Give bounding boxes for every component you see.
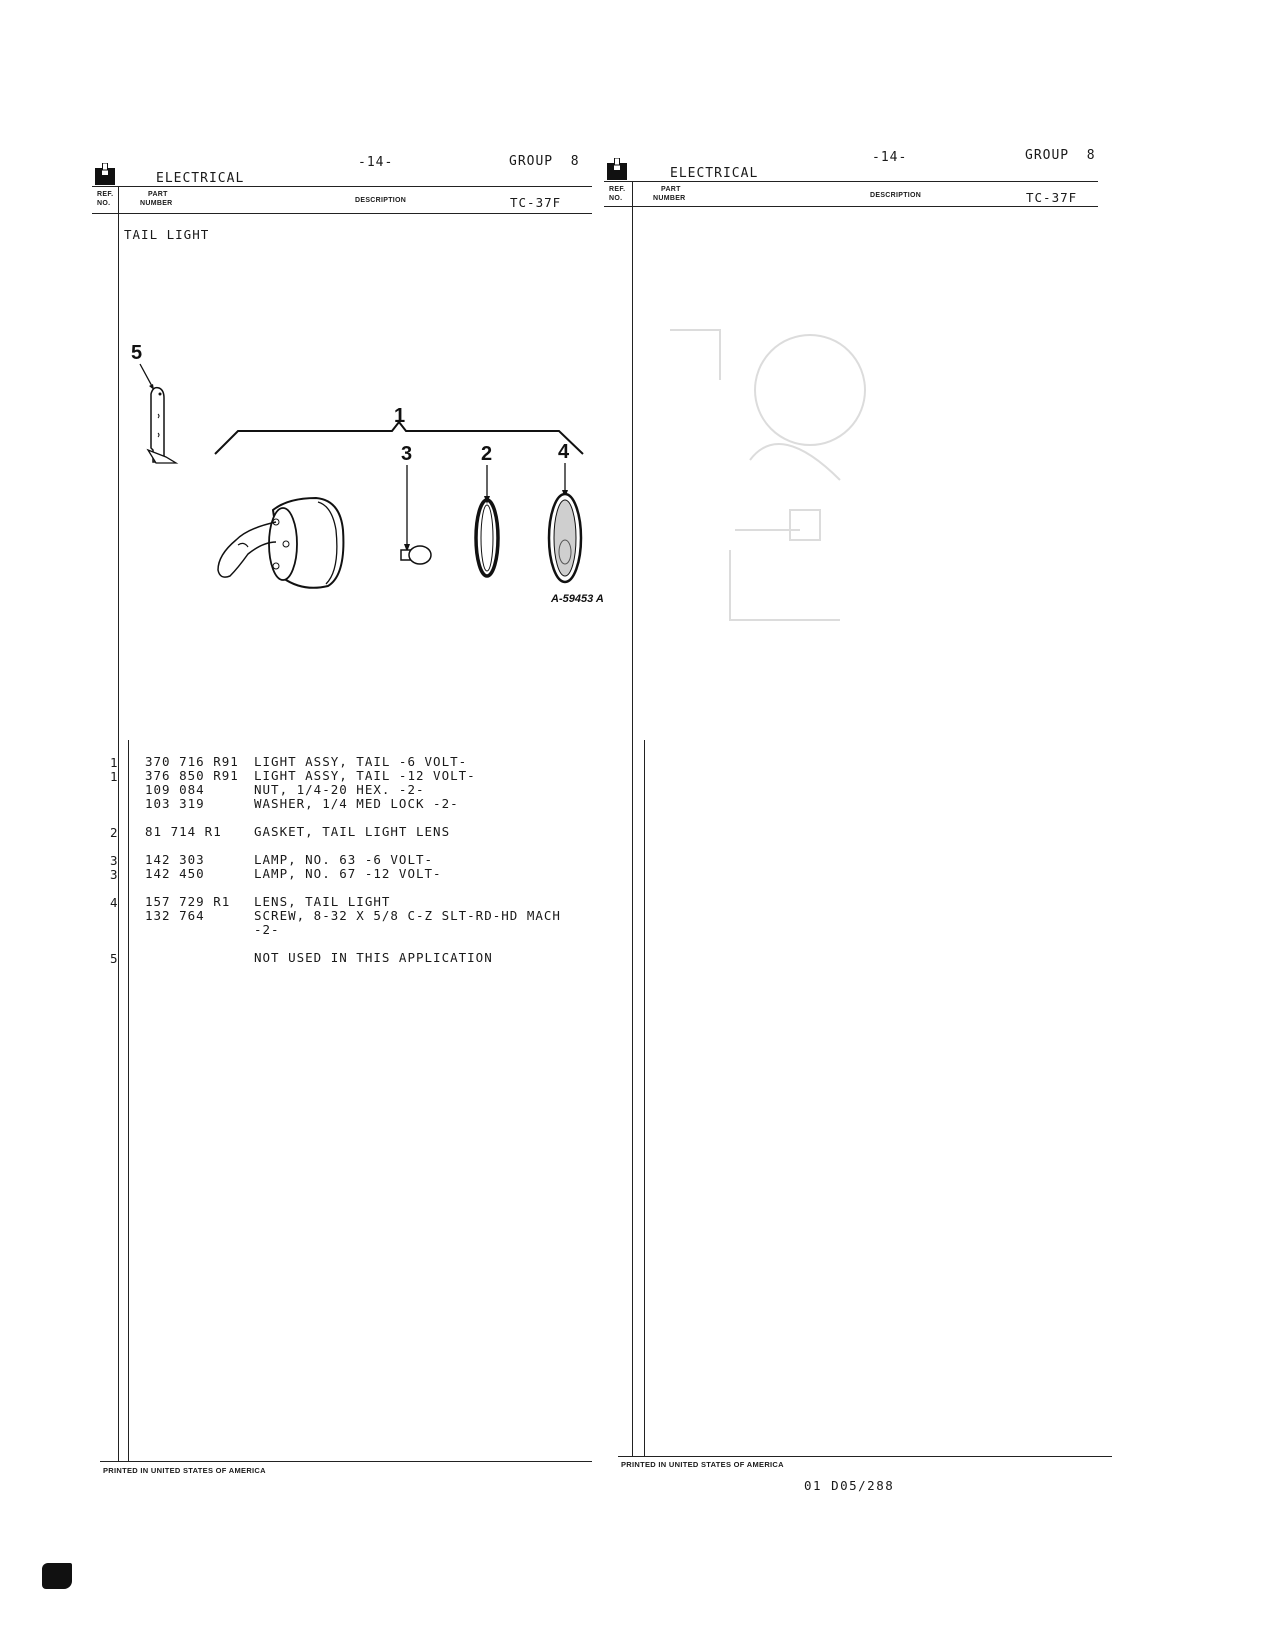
ref-number: 2: [110, 825, 118, 840]
ref-no-header: REF. NO.: [609, 186, 626, 202]
part-description: LENS, TAIL LIGHT: [254, 894, 391, 909]
part-number: 103 319: [145, 796, 205, 811]
ref-number: 4: [110, 895, 118, 910]
section-title: ELECTRICAL: [156, 171, 245, 186]
page-number: -14-: [872, 150, 908, 165]
gasket-icon: [476, 500, 498, 576]
scan-artifact-mark: [42, 1563, 72, 1589]
description-header: DESCRIPTION: [355, 197, 407, 204]
part-number-header: PART NUMBER: [140, 191, 173, 207]
callout-1: 1: [394, 405, 406, 427]
section-title: ELECTRICAL: [670, 166, 759, 181]
ref-number: 3: [110, 867, 118, 882]
part-description: SCREW, 8-32 X 5/8 C-Z SLT-RD-HD MACH: [254, 908, 561, 923]
section-heading: TAIL LIGHT: [124, 227, 210, 242]
page-number: -14-: [358, 155, 394, 170]
printed-footer: PRINTED IN UNITED STATES OF AMERICA: [103, 1466, 266, 1475]
part-description: -2-: [254, 922, 280, 937]
ih-logo-icon: [95, 163, 115, 185]
ref-number: 1: [110, 755, 118, 770]
bleed-through-marks: [640, 300, 900, 640]
part-number: 376 850 R91: [145, 768, 239, 783]
code-label: TC-37F: [1026, 190, 1078, 205]
part-number: 132 764: [145, 908, 205, 923]
bracket-icon: [148, 388, 176, 463]
printed-footer: PRINTED IN UNITED STATES OF AMERICA: [621, 1460, 784, 1469]
ref-number: 5: [110, 951, 118, 966]
tail-light-illustration: [118, 330, 628, 620]
part-number: 157 729 R1: [145, 894, 231, 909]
part-number: 142 303: [145, 852, 205, 867]
ih-logo-icon: [607, 158, 627, 180]
tail-light-housing-icon: [218, 498, 343, 588]
part-number-header: PART NUMBER: [653, 186, 686, 202]
ref-no-header: REF. NO.: [97, 191, 114, 207]
lens-icon: [549, 494, 581, 582]
part-description: NOT USED IN THIS APPLICATION: [254, 950, 493, 965]
part-number: 81 714 R1: [145, 824, 222, 839]
ref-number: 3: [110, 853, 118, 868]
ref-number: 1: [110, 769, 118, 784]
group-label: GROUP 8: [509, 154, 580, 169]
part-description: LAMP, NO. 63 -6 VOLT-: [254, 852, 434, 867]
callout-5: 5: [131, 342, 143, 364]
group-label: GROUP 8: [1025, 148, 1096, 163]
description-header: DESCRIPTION: [870, 192, 922, 199]
callout-2: 2: [481, 443, 493, 465]
part-number: 142 450: [145, 866, 205, 881]
lamp-bulb-icon: [401, 546, 431, 564]
part-number: 370 716 R91: [145, 754, 239, 769]
part-description: WASHER, 1/4 MED LOCK -2-: [254, 796, 459, 811]
part-description: GASKET, TAIL LIGHT LENS: [254, 824, 451, 839]
code-label: TC-37F: [510, 195, 562, 210]
document-number: 01 D05/288: [804, 1478, 895, 1493]
callout-3: 3: [401, 443, 413, 465]
figure-id: A-59453 A: [551, 593, 604, 605]
part-description: NUT, 1/4-20 HEX. -2-: [254, 782, 425, 797]
callout-4: 4: [558, 441, 570, 463]
part-number: 109 084: [145, 782, 205, 797]
part-description: LIGHT ASSY, TAIL -6 VOLT-: [254, 754, 468, 769]
part-description: LAMP, NO. 67 -12 VOLT-: [254, 866, 442, 881]
part-description: LIGHT ASSY, TAIL -12 VOLT-: [254, 768, 476, 783]
